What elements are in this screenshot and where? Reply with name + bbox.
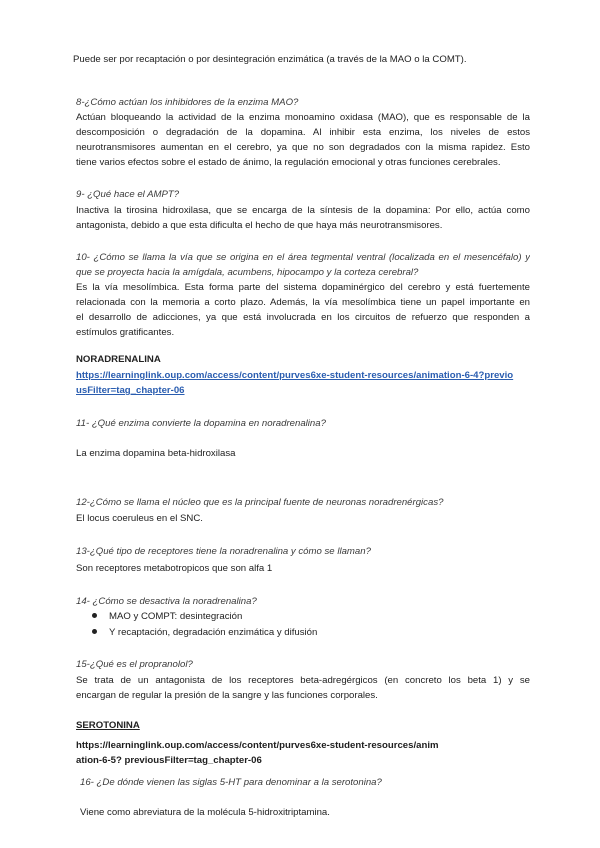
list-item bbox=[92, 625, 522, 640]
section-heading-serotonina: SEROTONINA bbox=[76, 720, 140, 731]
noradrenalina-link-line-1[interactable]: https://learninglink.oup.com/access/content/purves6xe-student-resources/animation-6-4?previo bbox=[76, 370, 514, 381]
question-9: 9- ¿Qué hace el AMPT? bbox=[76, 189, 180, 200]
answer-13: Son receptores metabotropicos que son alfa 1 bbox=[76, 563, 273, 574]
question-11: 11- ¿Qué enzima convierte la dopamina en noradrenalina? bbox=[76, 418, 326, 429]
answer-9-line-1: Inactiva la tirosina hidroxilasa, que se encarga de la síntesis de la dopamina: Por ello, actúa como bbox=[76, 205, 530, 216]
question-10-line-1: 10- ¿Cómo se llama la vía que se origina en el área tegmental ventral (localizada en el mesencéfalo) y bbox=[76, 252, 530, 263]
section-heading-noradrenalina: NORADRENALINA bbox=[76, 354, 161, 365]
answer-11: La enzima dopamina beta-hidroxilasa bbox=[76, 448, 236, 459]
answer-10-line-4: estímulos gratificantes. bbox=[76, 327, 175, 338]
answer-16: Viene como abreviatura de la molécula 5-hidroxitriptamina. bbox=[80, 807, 330, 818]
question-15: 15-¿Qué es el propranolol? bbox=[76, 659, 193, 670]
answer-8-line-2: descomposición o degradación de la dopamina. Al inhibir esta enzima, los niveles de estos bbox=[76, 127, 530, 138]
question-14: 14- ¿Cómo se desactiva la noradrenalina? bbox=[76, 596, 257, 607]
answer-10-line-3: el desarrollo de adicciones, ya que está involucrada en los circuitos de refuerzo que responden a bbox=[76, 312, 530, 323]
answer-9-line-2: antagonista, debido a que esta dificulta el hecho de que haya más neurotransmisores. bbox=[76, 220, 443, 231]
bullet-text-1: MAO y COMPT: desintegración bbox=[109, 611, 243, 622]
answer-8-line-3: neurotransmisores aumentan en el cerebro, ya que no son degradados con la misma rapidez. Esto bbox=[76, 142, 530, 153]
bullet-icon bbox=[92, 613, 97, 618]
question-16: 16- ¿De dónde vienen las siglas 5-HT para denominar a la serotonina? bbox=[80, 777, 382, 788]
intro-text: Puede ser por recaptación o por desintegración enzimática (a través de la MAO o la COMT). bbox=[73, 54, 467, 65]
list-item bbox=[92, 609, 522, 624]
question-8: 8-¿Cómo actúan los inhibidores de la enzima MAO? bbox=[76, 97, 299, 108]
answer-15-line-1: Se trata de un antagonista de los receptores beta-adregérgicos (en concreto los beta 1) y se bbox=[76, 675, 530, 686]
answer-10-line-2: relacionada con la memoria a corto plazo. Además, la vía mesolímbica tiene un papel importante en bbox=[76, 297, 530, 308]
answer-8-line-1: Actúan bloqueando la actividad de la enzima monoamino oxidasa (MAO), que es responsable de la bbox=[76, 112, 530, 123]
serotonina-link-line-1[interactable]: https://learninglink.oup.com/access/content/purves6xe-student-resources/anim bbox=[76, 740, 439, 751]
answer-10-line-1: Es la vía mesolímbica. Esta forma parte del sistema dopaminérgico del cerebro y está fuertemente bbox=[76, 282, 530, 293]
bullet-text-2: Y recaptación, degradación enzimática y difusión bbox=[109, 627, 318, 638]
question-10-line-2: que se proyecta hacia la amígdala, acumbens, hipocampo y la corteza cerebral? bbox=[76, 267, 419, 278]
noradrenalina-link-line-2[interactable]: usFilter=tag_chapter-06 bbox=[76, 385, 185, 396]
question-12: 12-¿Cómo se llama el núcleo que es la principal fuente de neuronas noradrenérgicas? bbox=[76, 497, 444, 508]
answer-8-line-4: tiene varios efectos sobre el estado de ánimo, la regulación emocional y otras funciones cerebrales. bbox=[76, 157, 501, 168]
answer-15-line-2: encargan de regular la presión de la sangre y las funciones corporales. bbox=[76, 690, 378, 701]
question-13: 13-¿Qué tipo de receptores tiene la noradrenalina y cómo se llaman? bbox=[76, 546, 371, 557]
bullet-icon bbox=[92, 629, 97, 634]
answer-12: El locus coeruleus en el SNC. bbox=[76, 513, 203, 524]
serotonina-link-line-2[interactable]: ation-6-5? previousFilter=tag_chapter-06 bbox=[76, 755, 262, 766]
